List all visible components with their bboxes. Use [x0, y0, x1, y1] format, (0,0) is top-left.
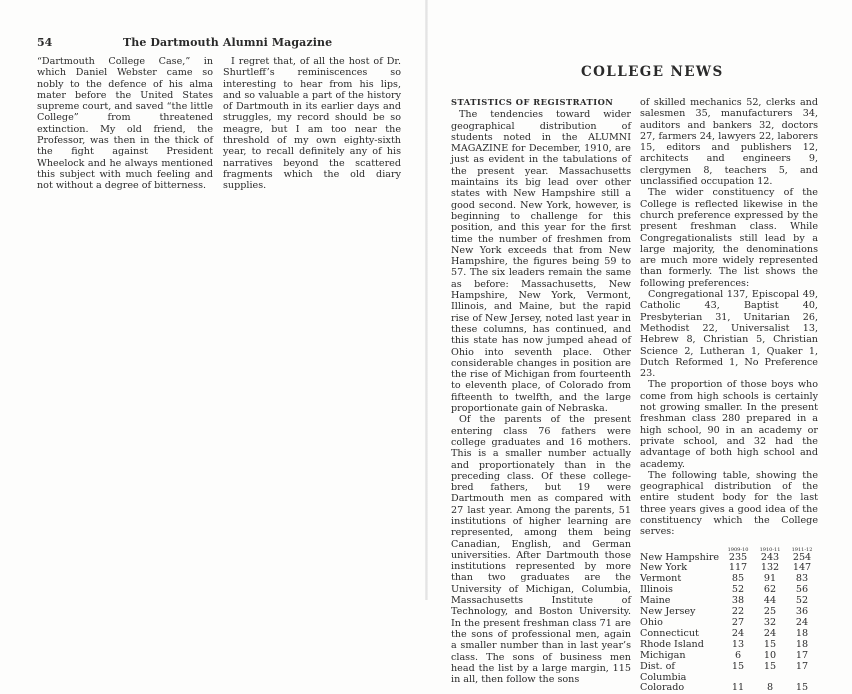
enrollment-count: 254 [792, 551, 812, 563]
enrollment-count: 18 [795, 638, 809, 650]
enrollment-count: 235 [728, 551, 748, 563]
state-name: Illinois [640, 584, 673, 596]
enrollment-count: 15 [731, 660, 745, 672]
enrollment-count: 17 [795, 649, 809, 661]
enrollment-count: 6 [734, 649, 742, 661]
enrollment-count: 24 [731, 627, 745, 639]
enrollment-count: 27 [731, 617, 745, 629]
enrollment-count: 117 [728, 562, 748, 574]
year-header: 1910-11 [759, 546, 781, 553]
enrollment-count: 56 [795, 584, 809, 596]
state-name: Colorado [640, 682, 685, 694]
enrollment-count: 62 [763, 584, 777, 596]
right-column-2 [640, 97, 818, 694]
enrollment-count: 15 [763, 660, 777, 672]
state-name: Ohio [640, 617, 663, 629]
enrollment-count: 15 [795, 682, 809, 694]
enrollment-count: 91 [763, 573, 777, 585]
paragraph: The tendencies toward wider geographical distribution of students noted in the ALUMNI MAGAZINE for December, 1910, are just as evident in the tabulations of the present year. Massachusetts maintains its big lead over other states with New Hampshire still a good second. New York, however, is beginning to challenge for this position, and this year for the first time the number of freshmen from New York exceeds that from New Hampshire, the figures being 59 to 57. The six leaders remain the same as before: Massachusetts, New Hampshire, New York, Vermont, Illinois, and Maine, but the rapid rise of New Jersey, noted last year in these columns, has continued, and this state has now jumped ahead of Ohio into seventh place. Other considerable changes in position are the rise of Michigan from fourteenth to eleventh place, of Colorado from fifteenth to twelfth, and the large proportionate gain of Nebraska. [451, 109, 631, 415]
page-number: 54 [37, 36, 53, 49]
left-column-2 [223, 56, 401, 192]
year-header: 1909-10 [727, 546, 749, 553]
section-title: COLLEGE NEWS [581, 64, 724, 80]
enrollment-count: 52 [795, 595, 809, 607]
state-name: New York [640, 562, 688, 574]
state-name: Vermont [640, 573, 682, 585]
right-column-1 [451, 97, 631, 685]
enrollment-count: 17 [795, 660, 809, 672]
paragraph: The proportion of those boys who come from high schools is certainly not growing smaller. In the present freshman class 280 prepared in a high school, 90 in an academy or private school, and 32 had the advantage of both high school and academy. [640, 379, 818, 470]
left-column-1 [37, 56, 213, 192]
enrollment-count: 52 [731, 584, 745, 596]
state-name: Maine [640, 595, 671, 607]
enrollment-count: 24 [795, 617, 809, 629]
year-header: 1911-12 [791, 546, 813, 553]
enrollment-count: 83 [795, 573, 809, 585]
enrollment-count: 36 [795, 606, 809, 618]
paragraph: Of the parents of the present entering class 76 fathers were college graduates and 16 mothers. This is a smaller number actually and proportionately than in the preceding class. Of these college-bred fathers, but 19 were Dartmouth men as compared with 27 last year. Among the parents, 51 institutions of higher learning are represented, among them being Canadian, English, and German universities. After Dartmouth those institutions represented by more than two graduates are the University of Michigan, Columbia, Massachusetts Institute of Technology, and Boston University. In the present freshman class 71 are the sons of professional men, again a smaller number than in last year’s class. The sons of business men head the list by a large margin, 115 in all, then follow the sons [451, 414, 631, 686]
state-name: Connecticut [640, 627, 699, 639]
table-row [640, 683, 818, 694]
enrollment-count: 147 [792, 562, 812, 574]
state-name: Dist. of Columbia [640, 660, 687, 683]
paragraph: The wider constituency of the College is reflected likewise in the church preference expressed by the present freshman class. While Congregationalists still lead by a large majority, the denominations are much more widely represented than formerly. The list shows the following preferences: [640, 187, 818, 289]
enrollment-count: 44 [763, 595, 777, 607]
running-head: The Dartmouth Alumni Magazine [123, 36, 333, 49]
state-name: New Hampshire [640, 551, 720, 563]
table-body [640, 553, 818, 694]
paragraph: I regret that, of all the host of Dr. Shurtleff’s reminiscences so interesting to hear from his lips, and so valuable a part of the history of Dartmouth in its earlier days and struggles, my record should be so meagre, but I am too near the threshold of my own eighty-sixth year, to recall definitely any of his narratives beyond the scattered fragments which the old diary supplies. [223, 56, 401, 192]
enrollment-count: 10 [763, 649, 777, 661]
enrollment-count: 22 [731, 606, 745, 618]
paragraph: The following table, showing the geographical distribution of the entire student body for the last three years gives a good idea of the constituency which the College serves: [640, 469, 818, 538]
paragraph: of skilled mechanics 52, clerks and salesmen 35, manufacturers 34, auditors and bankers 32, doctors 27, farmers 24, lawyers 22, laborers 15, editors and publishers 12, architects and engineers 9, clergymen 8, teachers 5, and unclassified occupation 12. [640, 97, 818, 188]
paragraph: “Dartmouth College Case,” in which Daniel Webster came so nobly to the defence of his alma mater before the United States supreme court, and saved “the little College” from threatened extinction. My old friend, the Professor, was then in the thick of the fight against President Wheelock and he always mentioned this subject with much feeling and not without a degree of bitterness. [37, 56, 213, 192]
table-row [640, 662, 818, 684]
article-subhead: STATISTICS OF REGISTRATION [451, 97, 614, 107]
distribution-table [640, 547, 818, 694]
table-row [640, 607, 818, 618]
enrollment-count: 32 [763, 617, 777, 629]
enrollment-count: 8 [766, 682, 774, 694]
enrollment-count: 13 [731, 638, 745, 650]
enrollment-count: 24 [763, 627, 777, 639]
state-name: New Jersey [640, 606, 696, 618]
table-row [640, 651, 818, 662]
enrollment-count: 15 [763, 638, 777, 650]
enrollment-count: 243 [760, 551, 780, 563]
enrollment-count: 25 [763, 606, 777, 618]
page-gutter [425, 0, 428, 600]
enrollment-count: 11 [731, 682, 745, 694]
paragraph: Congregational 137, Episcopal 49, Catholic 43, Baptist 40, Presbyterian 31, Unitarian 26, Methodist 22, Universalist 13, Hebrew 8, Christian 5, Christian Science 2, Lutheran 1, Quaker 1, Dutch Reformed 1, No Preference 23. [640, 289, 818, 380]
state-name: Michigan [640, 649, 686, 661]
enrollment-count: 85 [731, 573, 745, 585]
enrollment-count: 18 [795, 627, 809, 639]
state-name: Rhode Island [640, 638, 704, 650]
enrollment-count: 38 [731, 595, 745, 607]
enrollment-count: 132 [760, 562, 780, 574]
